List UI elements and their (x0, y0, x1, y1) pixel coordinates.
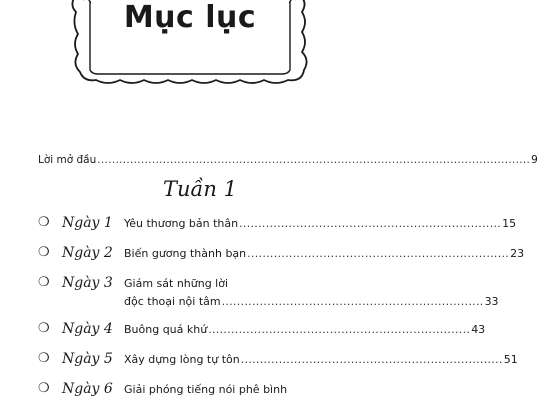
toc-entry-label[interactable]: Giải phóng tiếng nói phê bình (124, 383, 288, 396)
toc-entry[interactable] (124, 216, 517, 232)
toc-entry[interactable] (124, 352, 518, 368)
section-title: Tuần 1 (163, 177, 237, 201)
toc-page-number: 15 (502, 217, 517, 230)
circle-bullet-icon: ❍ (38, 215, 50, 230)
day-label: Ngày 5 (62, 351, 113, 367)
day-label: Ngày 1 (62, 215, 113, 231)
toc-entry-label: Lời mở đầu (38, 154, 97, 166)
page-title: Mục lục (123, 0, 257, 35)
dot-leader: ..................................................................... (208, 323, 471, 336)
toc-entry-label: Biến gương thành bạn (124, 247, 247, 260)
toc-entry-label: Buông quá khứ (124, 323, 208, 336)
toc-entry-preface[interactable] (38, 152, 538, 168)
circle-bullet-icon: ❍ (38, 275, 50, 290)
toc-page-number: 51 (503, 353, 518, 366)
day-label: Ngày 3 (62, 275, 113, 291)
day-label: Ngày 6 (62, 381, 113, 397)
day-label: Ngày 2 (62, 245, 113, 261)
toc-entry[interactable] (124, 322, 486, 338)
circle-bullet-icon: ❍ (38, 381, 50, 396)
toc-page-number: 43 (471, 323, 486, 336)
circle-bullet-icon: ❍ (38, 245, 50, 260)
dot-leader: ..................................................................... (239, 217, 502, 230)
circle-bullet-icon: ❍ (38, 321, 50, 336)
toc-entry-label: Giám sát những lời (124, 277, 229, 290)
toc-entry[interactable] (124, 246, 525, 262)
dot-leader: ..................................................................... (240, 353, 503, 366)
dot-leader: ..................................................................... (247, 247, 510, 260)
toc-page-number: 9 (531, 154, 538, 166)
toc-entry[interactable] (124, 294, 499, 310)
toc-page-number: 23 (510, 247, 525, 260)
circle-bullet-icon: ❍ (38, 351, 50, 366)
toc-entry-label: độc thoại nội tâm (124, 295, 221, 308)
dot-leader: ..................................................................... (221, 295, 484, 308)
toc-entry-label: Xây dựng lòng tự tôn (124, 353, 240, 366)
toc-page-number: 33 (484, 295, 499, 308)
toc-entry-label: Yêu thương bản thân (124, 217, 239, 230)
dot-leader: ....................................................................................................................... (97, 154, 531, 166)
day-label: Ngày 4 (62, 321, 113, 337)
